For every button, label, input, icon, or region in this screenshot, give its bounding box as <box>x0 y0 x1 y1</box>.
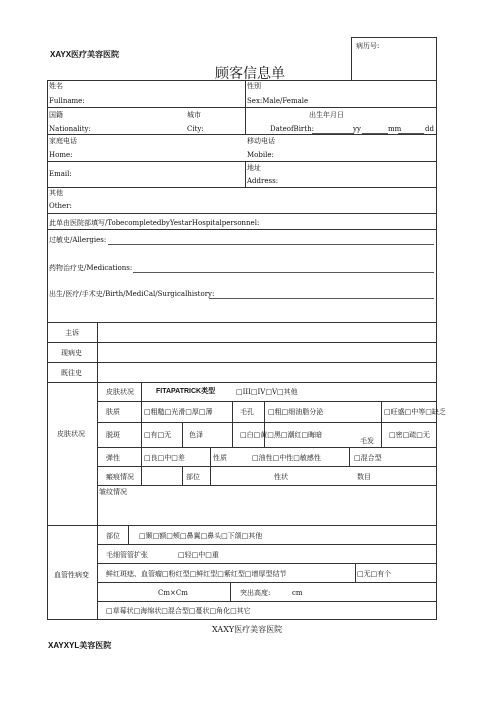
dob-month-label: mm <box>388 125 402 133</box>
footer-clinic-left: XAYXYL美容医院 <box>48 641 112 650</box>
table-col-divider <box>182 422 183 447</box>
dob-label-en[interactable]: DateofBirth: <box>270 125 314 133</box>
form-divider <box>97 401 437 402</box>
height-unit: cm <box>292 589 303 597</box>
dob-day-label: dd <box>425 125 434 133</box>
fitzpatrick-label: FITAPATRICK类型 <box>156 388 216 395</box>
mobile-label-en[interactable]: Mobile: <box>247 151 274 159</box>
size-label[interactable]: Cm×Cm <box>158 589 188 597</box>
color-label: 色泽 <box>189 431 203 439</box>
other-label-en[interactable]: Other: <box>49 202 72 210</box>
name-label-en[interactable]: Fullname: <box>49 97 85 105</box>
hair-options[interactable]: □密□疏□无 <box>389 431 430 439</box>
table-col-divider <box>381 401 382 447</box>
acne-site-label: 部位 <box>186 473 200 481</box>
dob-month-line <box>362 133 388 134</box>
color-options[interactable]: □白□黄□黑□潮红□晦暗 <box>240 431 323 439</box>
email-label[interactable]: Email: <box>49 170 72 178</box>
form-divider <box>97 563 437 564</box>
history-label[interactable]: 出生/医疗/手术史/Birth/MediCal/Surgicalhistory: <box>49 290 215 298</box>
medications-label[interactable]: 药物治疗史/Medications: <box>49 264 133 272</box>
vascular-section-label: 血管性病变 <box>54 571 89 579</box>
table-col-divider <box>182 466 183 485</box>
allergies-label[interactable]: 过敏史/Allergies: <box>49 236 107 244</box>
height-label[interactable]: 突出高度: <box>240 589 271 597</box>
form-divider <box>47 362 437 363</box>
table-col-divider <box>141 382 142 485</box>
hospital-note: 此单由医院部填写/TobecompletedbyYestarHospitalpersonnel: <box>49 219 260 227</box>
table-col-divider <box>210 447 211 485</box>
past-history-label: 既往史 <box>61 369 82 377</box>
page-title: 顾客信息单 <box>215 66 285 82</box>
form-divider <box>47 213 437 214</box>
skin-type-label: 皮肤状况 <box>106 388 134 396</box>
city-label-cn: 城市 <box>187 111 201 119</box>
table-col-divider <box>128 525 129 544</box>
nationality-label-en[interactable]: Nationality: <box>49 125 91 133</box>
form-divider <box>97 544 437 545</box>
vascular-shape-options[interactable]: □草莓状□海绵状□混合型□蔓状□角化□其它 <box>106 607 251 615</box>
acne-shape-label: 性状 <box>274 473 288 481</box>
mobile-label-cn: 移动电话 <box>247 137 275 145</box>
form-divider <box>47 342 437 343</box>
texture-options[interactable]: □粗糙□光滑□厚□薄 <box>144 408 213 416</box>
dob-year-label: yy <box>353 125 361 133</box>
skin-section-label: 皮肤状况 <box>57 430 85 438</box>
acne-count-label: 数目 <box>357 473 371 481</box>
other-label-cn: 其他 <box>49 189 63 197</box>
present-history-label: 现病史 <box>61 349 82 357</box>
home-phone-label-en[interactable]: Home: <box>49 151 73 159</box>
dob-day-line <box>398 133 424 134</box>
form-divider <box>97 466 437 467</box>
nature-label: 性质 <box>213 454 227 462</box>
nationality-label-cn: 国籍 <box>49 111 63 119</box>
form-divider <box>47 229 437 230</box>
table-col-divider <box>264 401 265 447</box>
allergies-line <box>108 244 434 245</box>
form-divider <box>97 582 437 583</box>
vascular-site-options[interactable]: □颞□额□颊□鼻翼□鼻头□下颌□其他 <box>139 532 263 540</box>
address-label-cn: 地址 <box>247 164 261 172</box>
form-divider <box>47 134 437 135</box>
complaint-label: 主诉 <box>65 329 79 337</box>
table-col-divider <box>355 563 356 582</box>
city-label-en[interactable]: City: <box>187 125 204 133</box>
port-wine-options[interactable]: □无□有个 <box>357 570 392 578</box>
table-col-divider <box>230 582 231 601</box>
table-col-divider <box>232 401 233 447</box>
address-label-en[interactable]: Address: <box>247 177 279 185</box>
nature-options[interactable]: □油性□中性□敏感性 <box>252 454 321 462</box>
form-divider <box>97 447 437 448</box>
footer-clinic-center: XAXY医疗美容医院 <box>212 625 283 634</box>
hair-label: 毛发 <box>360 437 374 445</box>
telangiectasia-options[interactable]: □轻□中□重 <box>178 551 219 559</box>
secretion-options[interactable]: □旺盛□中等□缺乏 <box>384 408 446 416</box>
telangiectasia-label: 毛细管管扩张 <box>106 551 148 559</box>
form-divider <box>245 161 246 187</box>
sex-label-en[interactable]: Sex:Male/Female <box>247 97 309 105</box>
dob-year-line <box>312 133 354 134</box>
form-divider <box>47 525 437 526</box>
form-divider <box>47 161 437 162</box>
medications-line <box>133 272 434 273</box>
complexion-label: 脱斑 <box>106 431 120 439</box>
form-divider <box>97 422 437 423</box>
elasticity-options[interactable]: □良□中□差 <box>144 454 185 462</box>
pore-label: 毛孔 <box>240 408 254 416</box>
form-divider <box>47 382 437 383</box>
dob-label-cn: 出生年月日 <box>309 111 344 119</box>
form-divider <box>47 322 437 323</box>
acne-label: 瘢痕情况 <box>106 473 134 481</box>
wrinkle-label: 皱纹情况 <box>99 488 127 496</box>
name-label-cn: 姓名 <box>49 82 63 90</box>
mixed-option[interactable]: □混合型 <box>354 454 382 462</box>
record-number-label: 病历号: <box>356 42 380 50</box>
home-phone-label-cn: 家庭电话 <box>49 137 77 145</box>
port-wine-label[interactable]: 鲜红斑痣、血管瘤□粉红型□鲜红型□紫红型□增厚型结节 <box>106 570 287 578</box>
texture-label: 肤质 <box>106 408 120 416</box>
form-divider <box>47 107 437 108</box>
table-col-divider <box>97 322 98 620</box>
clinic-name-top: XAYX医疗美容医院 <box>50 50 120 59</box>
form-divider <box>97 601 437 602</box>
form-divider <box>97 485 437 486</box>
fitzpatrick-options[interactable]: □III□IV□V□其他 <box>236 388 298 396</box>
complexion-options[interactable]: □有□无 <box>144 431 172 439</box>
table-col-divider <box>349 447 350 466</box>
form-divider <box>47 187 437 188</box>
sex-label-cn: 性别 <box>247 82 261 90</box>
history-line <box>209 298 434 299</box>
pore-options[interactable]: □粗□细油脂分泌 <box>268 408 324 416</box>
vascular-site-label: 部位 <box>106 532 120 540</box>
elasticity-label: 弹性 <box>106 454 120 462</box>
